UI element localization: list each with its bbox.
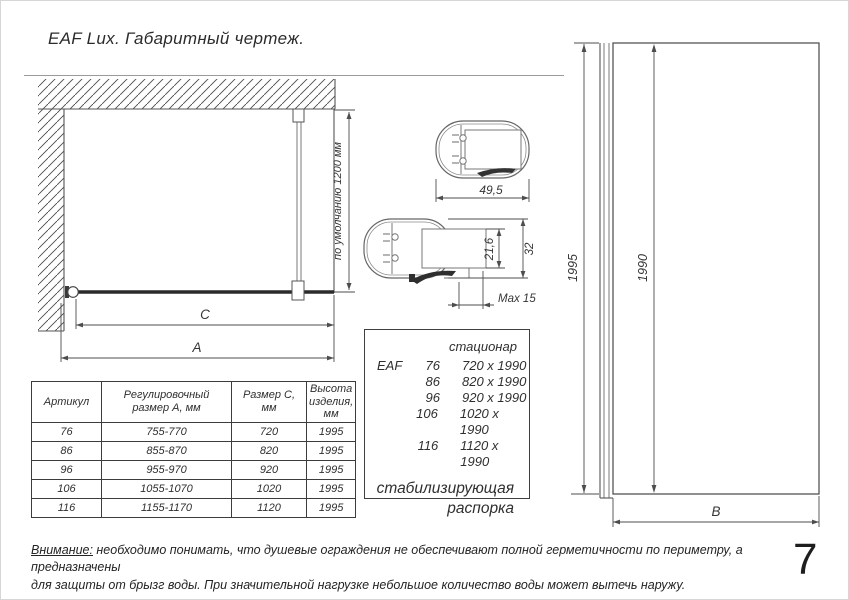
- dim-label-support-default: по умолчанию 1200 мм: [332, 142, 344, 260]
- wall-profile-strip: [600, 43, 613, 498]
- dim-label-a: A: [192, 340, 202, 355]
- dim-label-b: B: [711, 504, 721, 519]
- spec-table-cell: 855-870: [102, 441, 232, 460]
- spec-table-cell: 1995: [307, 422, 356, 441]
- size-box-header: стационар: [449, 339, 517, 354]
- size-code: 96: [425, 390, 440, 405]
- size-series-label: EAF: [377, 358, 403, 373]
- dim-a: [61, 303, 334, 362]
- spec-table-cell: 820: [232, 441, 307, 460]
- spec-table-cell: 1995: [307, 460, 356, 479]
- dim-label-c: C: [200, 307, 210, 322]
- dim-21-6: [484, 229, 505, 268]
- spec-table-cell: 1155-1170: [102, 498, 232, 517]
- wall-clamp: [65, 286, 78, 298]
- dim-label-1990: 1990: [636, 254, 650, 282]
- spec-table-cell: 116: [32, 498, 102, 517]
- support-bar: [292, 109, 304, 300]
- spec-table-cell: 1055-1070: [102, 479, 232, 498]
- size-value: 720 x 1990: [462, 358, 527, 373]
- spec-table-header-cell: Размер С, мм: [232, 382, 307, 423]
- size-value: 820 x 1990: [462, 374, 527, 389]
- size-value: 920 x 1990: [462, 390, 527, 405]
- spec-table: [31, 381, 356, 518]
- spec-table-cell: 86: [32, 441, 102, 460]
- spec-table-cell: 955-970: [102, 460, 232, 479]
- dim-label-1995: 1995: [566, 254, 580, 282]
- table-row: [32, 422, 356, 441]
- size-code: 106: [416, 406, 438, 421]
- dim-label-32: 32: [524, 242, 536, 256]
- profile-side-section-drawing: [356, 209, 551, 317]
- table-row: [32, 498, 356, 517]
- footer-warning: [31, 542, 766, 594]
- dim-b: [613, 496, 819, 527]
- size-row: [365, 358, 529, 374]
- table-row: [32, 460, 356, 479]
- spec-table-cell: 1995: [307, 441, 356, 460]
- warning-text-line1: необходимо понимать, что душевые ограждения не обеспечивают полной герметичности по периметру, а предназначены: [31, 543, 743, 575]
- spec-table-cell: 1995: [307, 479, 356, 498]
- dim-label-max15: Max 15: [498, 293, 536, 305]
- spec-table-cell: 1995: [307, 498, 356, 517]
- size-row: [365, 390, 529, 406]
- spec-table-cell: 920: [232, 460, 307, 479]
- size-code: 116: [417, 438, 439, 453]
- dim-label-49-5: 49,5: [479, 183, 503, 197]
- warning-label: Внимание:: [31, 543, 93, 557]
- size-row: [365, 374, 529, 390]
- table-row: [32, 441, 356, 460]
- size-value: 1120 x 1990: [460, 438, 499, 469]
- spec-table-cell: 755-770: [102, 422, 232, 441]
- spec-table-header-cell: Высота изделия, мм: [307, 382, 356, 423]
- page-title: EAF Lux. Габаритный чертеж.: [48, 29, 305, 48]
- side-view-drawing: [566, 31, 838, 536]
- spec-table-cell: 106: [32, 479, 102, 498]
- header-divider: [24, 75, 564, 76]
- spec-table-cell: 1120: [232, 498, 307, 517]
- size-value: 1020 x 1990: [459, 406, 499, 437]
- dim-1995: [566, 43, 599, 494]
- size-box: [364, 329, 530, 517]
- size-code: 86: [425, 374, 440, 389]
- page-number: 7: [793, 535, 818, 584]
- table-header-row: [32, 382, 356, 423]
- dim-support-default: [332, 110, 355, 292]
- size-row: [365, 438, 529, 470]
- spec-table-cell: 96: [32, 460, 102, 479]
- dim-49-5: [436, 179, 529, 202]
- size-code: 76: [425, 358, 440, 373]
- spec-table-header-cell: Артикул: [32, 382, 102, 423]
- size-row: [365, 406, 529, 438]
- spec-table-header-cell: Регулировочный размер А, мм: [102, 382, 232, 423]
- spec-table-cell: 76: [32, 422, 102, 441]
- plan-view-drawing: [21, 77, 366, 373]
- profile-top-section-drawing: [419, 111, 544, 209]
- table-row: [32, 479, 356, 498]
- spec-table-cell: 1020: [232, 479, 307, 498]
- dim-label-21-6: 21,6: [484, 237, 496, 261]
- size-box-note: стабилизирующая распорка: [376, 480, 514, 517]
- warning-text-line2: для защиты от брызг воды. При значительной нагрузке небольшое количество воды может вытечь наружу.: [31, 577, 686, 592]
- dim-c: [76, 295, 334, 362]
- spec-table-cell: 720: [232, 422, 307, 441]
